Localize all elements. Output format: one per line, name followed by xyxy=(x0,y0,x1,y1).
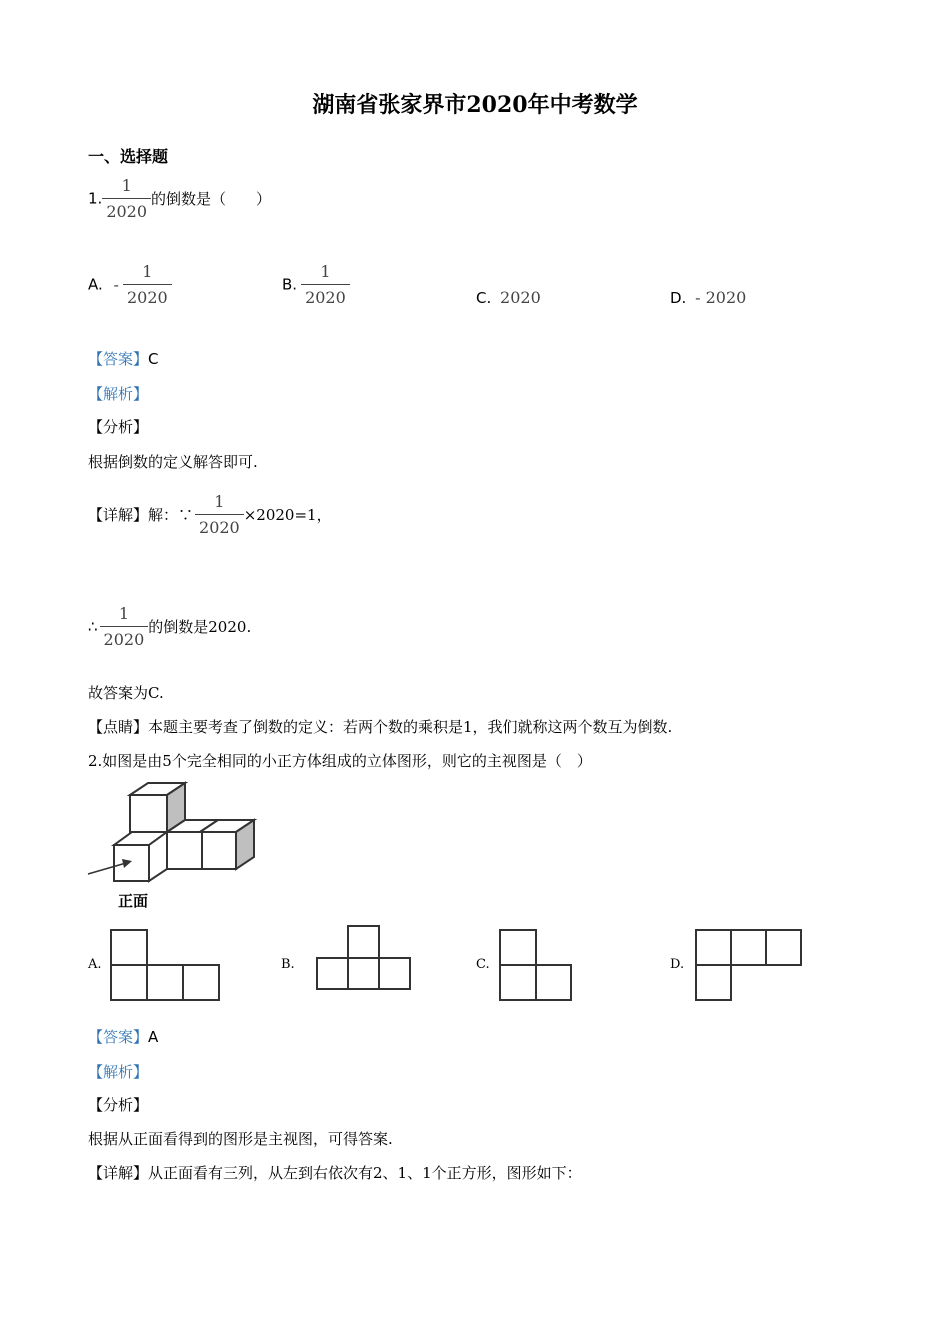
option-d-square-2 xyxy=(731,930,766,965)
option-c-square-1 xyxy=(500,965,536,1000)
option-a-square-2 xyxy=(147,965,183,1000)
q1-therefore xyxy=(88,604,251,649)
q1-number: 1. xyxy=(88,189,103,208)
q1-option-d-value: - 2020 xyxy=(695,288,747,307)
q1-fraction-numerator: 1 xyxy=(121,176,132,195)
q1-option-a-fraction xyxy=(123,262,172,307)
q2-fenxi-text: 根据从正面看得到的图形是主视图，可得答案. xyxy=(88,1130,393,1148)
q2-detail: 【详解】从正面看有三列，从左到右依次有2、1、1个正方形，图形如下： xyxy=(88,1164,582,1182)
section-heading: 一、选择题 xyxy=(88,147,169,166)
q2-answer xyxy=(88,1026,158,1047)
q1-option-b-denominator: 2020 xyxy=(301,284,350,307)
q1-option-c-label: C. xyxy=(476,289,492,307)
q1-dianjing: 【点睛】本题主要考查了倒数的定义：若两个数的乘积是1，我们就称这两个数互为倒数. xyxy=(88,718,673,736)
top-cube-front-face xyxy=(130,795,167,832)
q1-detail xyxy=(88,492,332,537)
q2-option-a-label: A. xyxy=(88,957,102,972)
option-b-square-2 xyxy=(348,958,379,989)
q1-answer-value: C xyxy=(148,350,159,368)
q1-therefore-fraction xyxy=(100,604,149,649)
q1-option-b-label: B. xyxy=(282,275,298,294)
q1-fraction-denominator: 2020 xyxy=(102,198,151,221)
q2-fenxi-tag: 【分析】 xyxy=(88,1096,149,1114)
q1-option-a-sign: - xyxy=(113,275,119,294)
q1-option-b xyxy=(282,262,350,307)
page-title: 湖南省张家界市2020年中考数学 xyxy=(312,92,638,118)
q1-detail-numerator: 1 xyxy=(214,492,225,511)
q1-stem xyxy=(88,176,271,221)
option-d-square-3 xyxy=(766,930,801,965)
q1-answer-tag: 【答案】 xyxy=(88,350,149,368)
option-c-square-2 xyxy=(536,965,571,1000)
q1-option-a xyxy=(88,262,172,307)
q2-option-d-label: D. xyxy=(670,957,685,972)
q1-option-c xyxy=(476,288,541,307)
q2-option-c-figure xyxy=(499,929,575,1003)
q1-option-b-fraction xyxy=(301,262,350,307)
q1-fenxi-tag: 【分析】 xyxy=(88,418,149,436)
option-a-square-top xyxy=(111,930,147,965)
option-a-square-1 xyxy=(111,965,147,1000)
q1-option-a-label: A. xyxy=(88,275,103,294)
option-d-square-bottom xyxy=(696,965,731,1000)
q2-option-b-label: B. xyxy=(281,957,295,972)
option-d-square-1 xyxy=(696,930,731,965)
q1-therefore-suffix: 的倒数是2020. xyxy=(148,618,252,636)
q2-answer-tag: 【答案】 xyxy=(88,1028,149,1046)
q1-option-d-label: D. xyxy=(670,289,687,307)
q1-option-c-value: 2020 xyxy=(500,288,541,307)
option-c-square-top xyxy=(500,930,536,965)
q1-detail-denominator: 2020 xyxy=(195,514,244,537)
q1-conclusion: 故答案为C. xyxy=(88,684,164,702)
q1-option-d xyxy=(670,288,746,307)
q1-stem-suffix: 的倒数是（ ） xyxy=(151,190,272,208)
q2-stem: 2.如图是由5个完全相同的小正方体组成的立体图形，则它的主视图是（ ） xyxy=(88,752,592,770)
q2-option-a-figure xyxy=(110,929,222,1003)
q1-detail-prefix: 【详解】解：∵ xyxy=(88,506,194,524)
q1-option-a-numerator: 1 xyxy=(142,262,153,281)
q1-option-a-denominator: 2020 xyxy=(123,284,172,307)
q1-fenxi-text: 根据倒数的定义解答即可. xyxy=(88,453,258,471)
q2-front-label: 正面 xyxy=(118,892,149,910)
q1-answer xyxy=(88,348,159,369)
q1-therefore-denominator: 2020 xyxy=(100,626,149,649)
q1-therefore-numerator: 1 xyxy=(118,604,129,623)
q2-answer-value: A xyxy=(148,1028,159,1046)
front-cube-front-face xyxy=(114,845,149,881)
option-a-square-3 xyxy=(183,965,219,1000)
q2-option-c-label: C. xyxy=(476,957,490,972)
q2-solid-figure xyxy=(86,780,266,914)
q2-option-d-figure xyxy=(695,929,805,1003)
cube-group xyxy=(114,783,254,881)
q1-option-b-numerator: 1 xyxy=(320,262,331,281)
row-front-face-1 xyxy=(167,832,202,869)
q2-analysis-tag: 【解析】 xyxy=(88,1063,149,1081)
option-b-square-top xyxy=(348,926,379,958)
q1-fraction xyxy=(102,176,151,221)
q1-detail-fraction xyxy=(195,492,244,537)
q1-analysis-tag: 【解析】 xyxy=(88,385,149,403)
option-b-square-1 xyxy=(317,958,348,989)
q1-detail-suffix: ×2020=1， xyxy=(243,506,332,524)
q2-option-b-figure xyxy=(316,925,413,991)
option-b-square-3 xyxy=(379,958,410,989)
row-front-face-2 xyxy=(202,832,236,869)
q1-therefore-prefix: ∴ xyxy=(88,617,98,636)
